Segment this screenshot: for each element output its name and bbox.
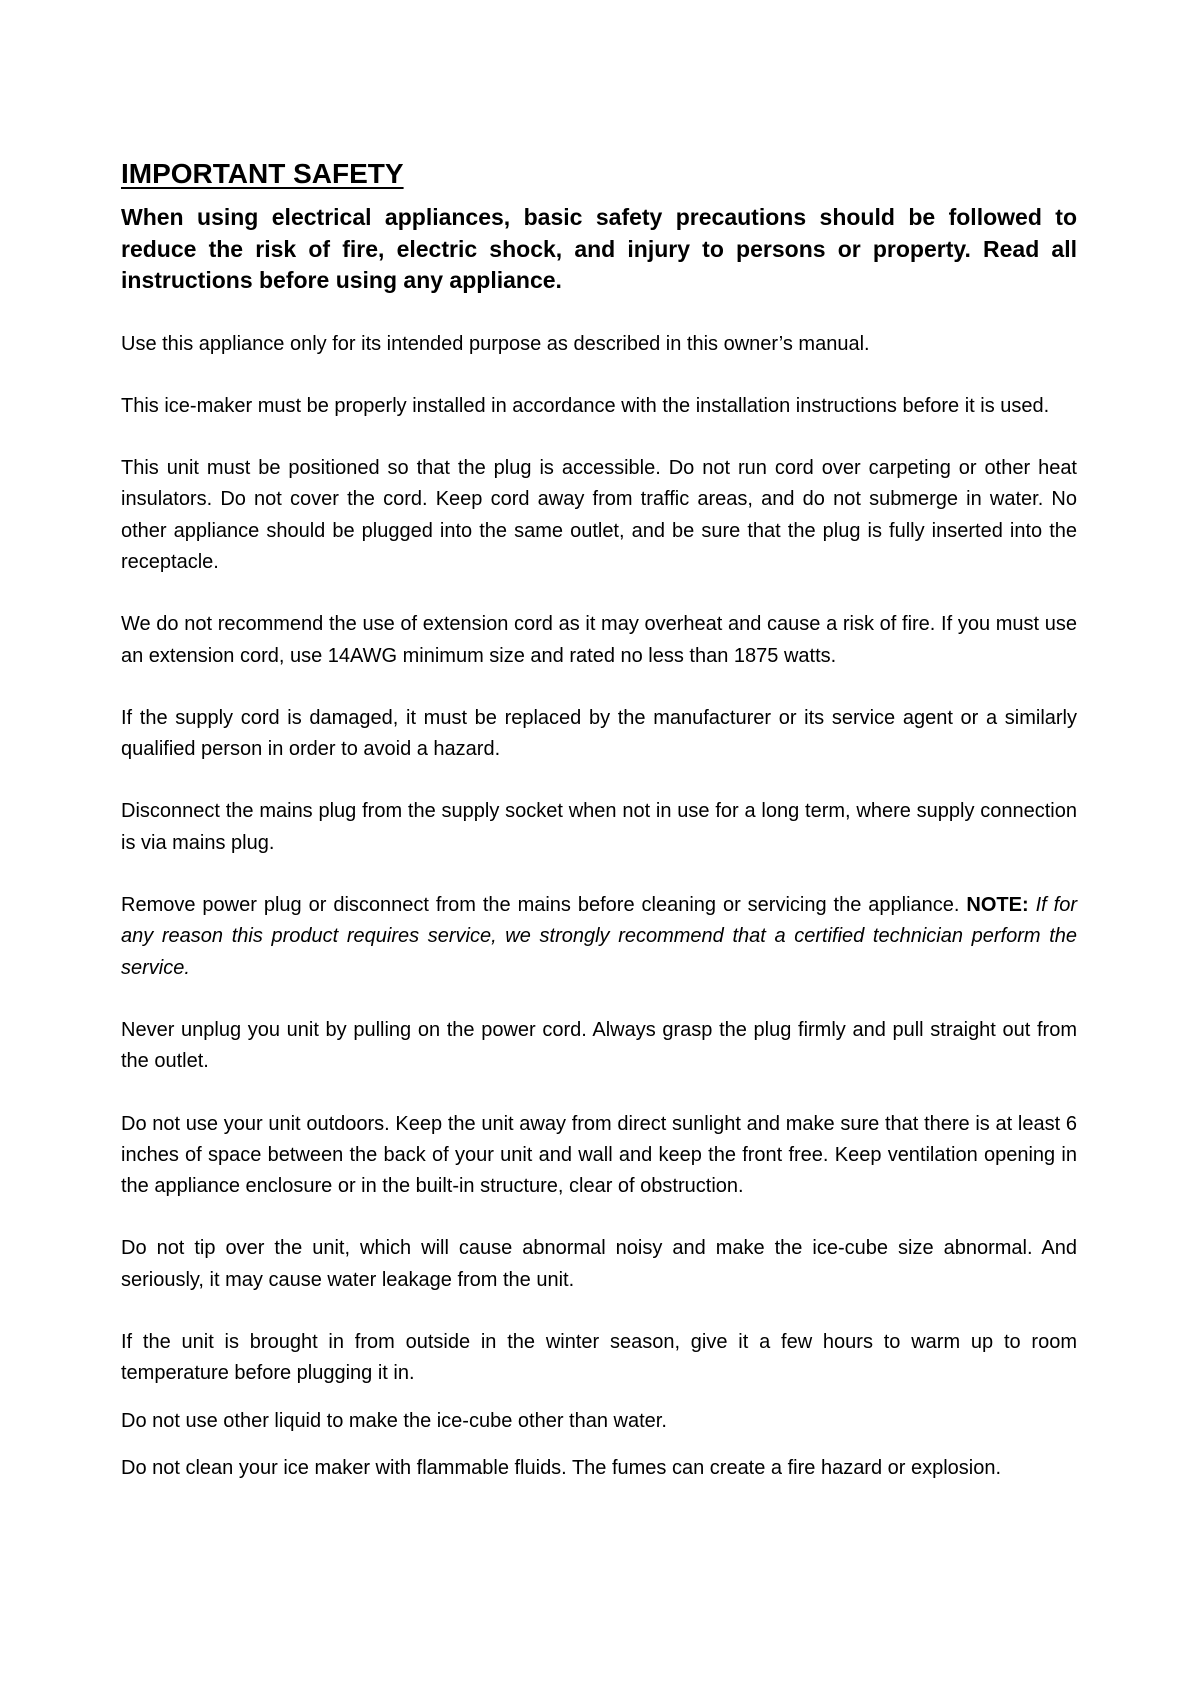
intro-warning: When using electrical appliances, basic safety precautions should be followed to reduce the risk of fire, electric shock, and injury to persons or property. Read all instructions before using any appliance. [121, 204, 1077, 293]
paragraph-tip-over: Do not tip over the unit, which will cause abnormal noisy and make the ice-cube size abnormal. And seriously, it may cause water leakage from the unit. [121, 1237, 1077, 1291]
page-title: IMPORTANT SAFETY [121, 158, 404, 189]
note-text: If for any reason this product requires service, we strongly recommend that a certified technician perform the service. [121, 894, 1077, 979]
paragraph-winter: If the unit is brought in from outside in the winter season, give it a few hours to warm up to room temperature before plugging it in. [121, 1331, 1077, 1385]
paragraph-flammable: Do not clean your ice maker with flammable fluids. The fumes can create a fire hazard or explosion. [121, 1456, 1002, 1479]
paragraph-servicing [121, 890, 1077, 984]
paragraph-intended-use: Use this appliance only for its intended purpose as described in this owner’s manual. [121, 332, 870, 355]
servicing-text: Remove power plug or disconnect from the mains before cleaning or servicing the appliance. [121, 894, 960, 917]
document-page [121, 156, 1077, 1484]
paragraph-plug-position: This unit must be positioned so that the plug is accessible. Do not run cord over carpeting or other heat insulators. Do not cover the cord. Keep cord away from traffic areas, and do not submerge in water. No other appliance should be plugged into the same outlet, and be sure that the plug is fully inserted into the receptacle. [121, 457, 1077, 573]
paragraph-disconnect: Disconnect the mains plug from the supply socket when not in use for a long term, where supply connection is via mains plug. [121, 800, 1077, 854]
note-label: NOTE: [966, 894, 1029, 917]
paragraph-damaged-cord: If the supply cord is damaged, it must be replaced by the manufacturer or its service agent or a similarly qualified person in order to avoid a hazard. [121, 706, 1077, 761]
paragraph-other-liquid: Do not use other liquid to make the ice-cube other than water. [121, 1409, 667, 1432]
paragraph-extension-cord: We do not recommend the use of extension cord as it may overheat and cause a risk of fire. If you must use an extension cord, use 14AWG minimum size and rated no less than 1875 watts. [121, 613, 1077, 667]
paragraph-unplug: Never unplug you unit by pulling on the power cord. Always grasp the plug firmly and pull straight out from the outlet. [121, 1018, 1077, 1073]
paragraph-installation: This ice-maker must be properly installed in accordance with the installation instructions before it is used. [121, 394, 1050, 417]
paragraph-outdoors: Do not use your unit outdoors. Keep the unit away from direct sunlight and make sure that there is at least 6 inches of space between the back of your unit and wall and keep the front free. Keep ventilation opening in the appliance enclosure or in the built-in structure, clear of obstruction. [121, 1112, 1077, 1198]
